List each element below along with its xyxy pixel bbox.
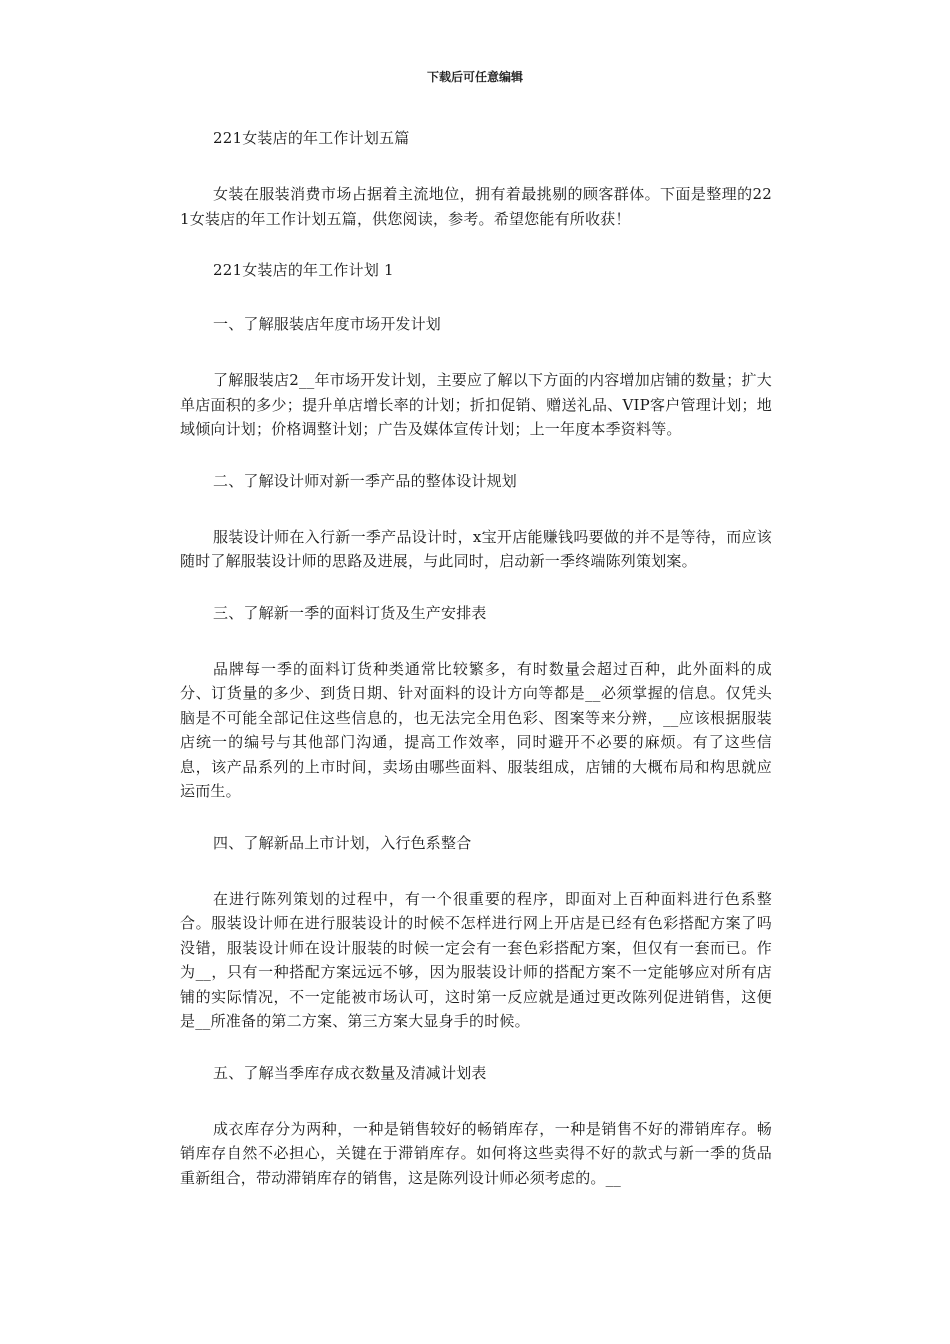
section-heading-1: 一、了解服装店年度市场开发计划 [213,315,442,333]
section-body-5: 成衣库存分为两种，一种是销售较好的畅销库存，一种是销售不好的滞销库存。畅销库存自然不必担心，关键在于滞销库存。如何将这些卖得不好的款式与新一季的货品重新组合，带动滞销库存的销售，这是陈列设计师必须考虑的。__ [180,1119,772,1187]
section-body-4: 在进行陈列策划的过程中，有一个很重要的程序，即面对上百种面料进行色系整合。服装设计师在进行服装设计的时候不怎样进行网上开店是已经有色彩搭配方案了吗没错，服装设计师在设计服装的时候一定会有一套色彩搭配方案，但仅有一套而已。作为__，只有一种搭配方案远远不够，因为服装设计师的搭配方案不一定能够应对所有店铺的实际情况，不一定能被市场认可，这时第一反应就是通过更改陈列促进销售，这便是__所准备的第二方案、第三方案大显身手的时候。 [180,889,772,1030]
plan-subtitle: 221女装店的年工作计划 1 [213,261,394,279]
section-heading-3: 三、了解新一季的面料订货及生产安排表 [213,603,487,622]
section-body-2: 服装设计师在入行新一季产品设计时，x宝开店能赚钱吗要做的并不是等待，而应该随时了解服装设计师的思路及进展，与此同时，启动新一季终端陈列策划案。 [180,527,772,570]
document-title: 221女装店的年工作计划五篇 [213,129,410,147]
intro-paragraph: 女装在服装消费市场占据着主流地位，拥有着最挑剔的顾客群体。下面是整理的221女装店的年工作计划五篇，供您阅读，参考。希望您能有所收获！ [180,185,772,228]
section-heading-2: 二、了解设计师对新一季产品的整体设计规划 [213,471,518,490]
page-header: 下载后可任意编辑 [426,70,523,84]
section-body-3: 品牌每一季的面料订货种类通常比较繁多，有时数量会超过百种，此外面料的成分、订货量的多少、到货日期、针对面料的设计方向等都是__必须掌握的信息。仅凭头脑是不可能全部记住这些信息的，也无法完全用色彩、图案等来分辨，__应该根据服装店统一的编号与其他部门沟通，提高工作效率，同时避开不必要的麻烦。有了这些信息，该产品系列的上市时间，卖场由哪些面料、服装组成，店铺的大概布局和构思就应运而生。 [180,659,772,800]
section-body-1: 了解服装店2__年市场开发计划，主要应了解以下方面的内容增加店铺的数量；扩大单店面积的多少；提升单店增长率的计划；折扣促销、赠送礼品、VIP客户管理计划；地域倾向计划；价格调整计划；广告及媒体宣传计划；上一年度本季资料等。 [180,371,772,438]
section-heading-4: 四、了解新品上市计划，入行色系整合 [213,833,472,852]
section-heading-5: 五、了解当季库存成衣数量及清减计划表 [213,1063,487,1082]
document-body [180,128,772,1219]
